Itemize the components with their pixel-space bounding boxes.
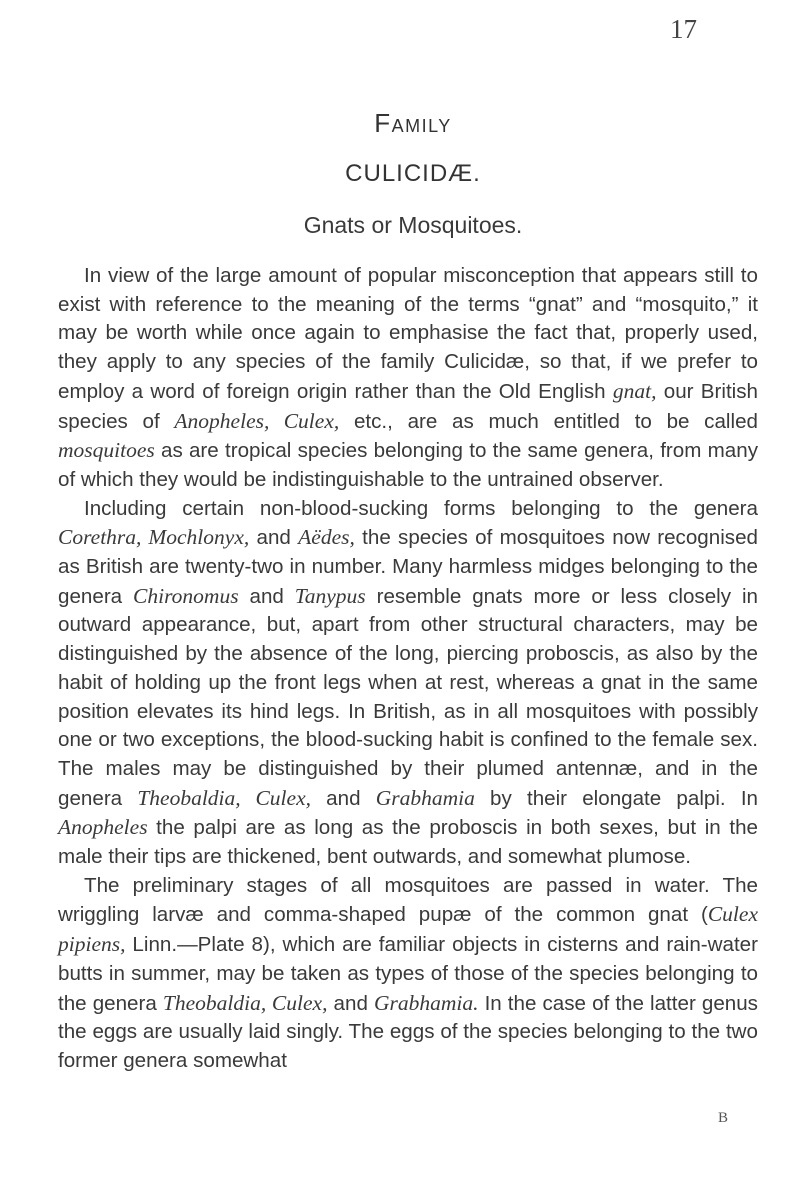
text-run: resemble gnats more or less closely in outward appearance, but, apart from other structural characters, may be distinguished by the absence of the long, piercing proboscis, as also by the habit of holding up the front legs when at rest, whereas a gnat in the same position elevates its hind legs. In British, as in all mosquitoes with possibly one or two exceptions, the blood-sucking habit is confined to the female sex. The males may be distinguished by their plumed antennæ, and in the genera <box>58 584 758 810</box>
text-run: Linn.—Plate 8), which are familiar objects in cisterns and rain-water butts in summer, may be taken as types of those of the species belonging to the genera <box>58 933 758 1015</box>
italic-text: Anopheles <box>58 815 148 840</box>
italic-text: Aëdes, <box>298 525 355 550</box>
heading-subtitle: Gnats or Mosquitoes. <box>303 212 523 238</box>
text-run: by their elongate palpi. In <box>474 786 758 810</box>
page-number: 17 <box>670 14 697 44</box>
italic-text: Theobaldia, Culex, <box>137 785 311 810</box>
text-run: and <box>327 991 374 1015</box>
text-run: the species of mosquitoes now recognised as British are twenty-two in number. Many harmless midges belonging to the genera <box>58 526 758 608</box>
italic-text: Grabhamia. <box>373 990 479 1015</box>
paragraph-3 <box>58 872 758 1076</box>
heading-family: Family <box>374 108 452 138</box>
signature-mark: B <box>718 1110 729 1126</box>
italic-text: Chironomus <box>133 583 239 608</box>
italic-text: Anopheles, Culex, <box>174 408 340 433</box>
italic-text: Culex pipiens, <box>58 902 758 957</box>
heading-family-name: CULICIDÆ. <box>345 160 481 187</box>
text-run: and <box>249 526 299 550</box>
italic-text: Theobaldia, Culex, <box>162 990 328 1015</box>
italic-text: gnat, <box>612 378 657 403</box>
italic-text: Grabhamia <box>375 785 475 810</box>
paragraph-2 <box>58 495 758 872</box>
body-text <box>58 262 758 1076</box>
text-run: Including certain non-blood-sucking forms belonging to the genera <box>84 496 758 520</box>
italic-text: mosquitoes <box>58 438 155 463</box>
text-run: The preliminary stages of all mosquitoes are passed in water. The wriggling larvæ and comma-shaped pupæ of the common gnat ( <box>58 873 758 927</box>
text-run: the palpi are as long as the proboscis in both sexes, but in the male their tips are thickened, bent outwards, and somewhat plumose. <box>58 816 758 869</box>
text-run: and <box>238 584 295 608</box>
italic-text: Tanypus <box>294 583 366 608</box>
text-run: as are tropical species belonging to the same genera, from many of which they would be indistinguishable to the untrained observer. <box>58 439 758 491</box>
text-run: etc., are as much entitled to be called <box>339 409 758 433</box>
paragraph-1 <box>58 262 758 495</box>
text-run: In the case of the latter genus the eggs are usually laid singly. The eggs of the species belonging to the two former genera somewhat <box>58 991 758 1072</box>
text-run: and <box>311 786 376 810</box>
italic-text: Corethra, Mochlonyx, <box>58 525 250 550</box>
text-run: In view of the large amount of popular misconception that appears still to exist with reference to the meaning of the terms “gnat” and “mosquito,” it may be worth while once again to emphasise the fact that, properly used, they apply to any species of the family Culicidæ, so that, if we prefer to employ a word of foreign origin rather than the Old English <box>58 264 758 403</box>
text-run: our British species of <box>58 379 758 433</box>
